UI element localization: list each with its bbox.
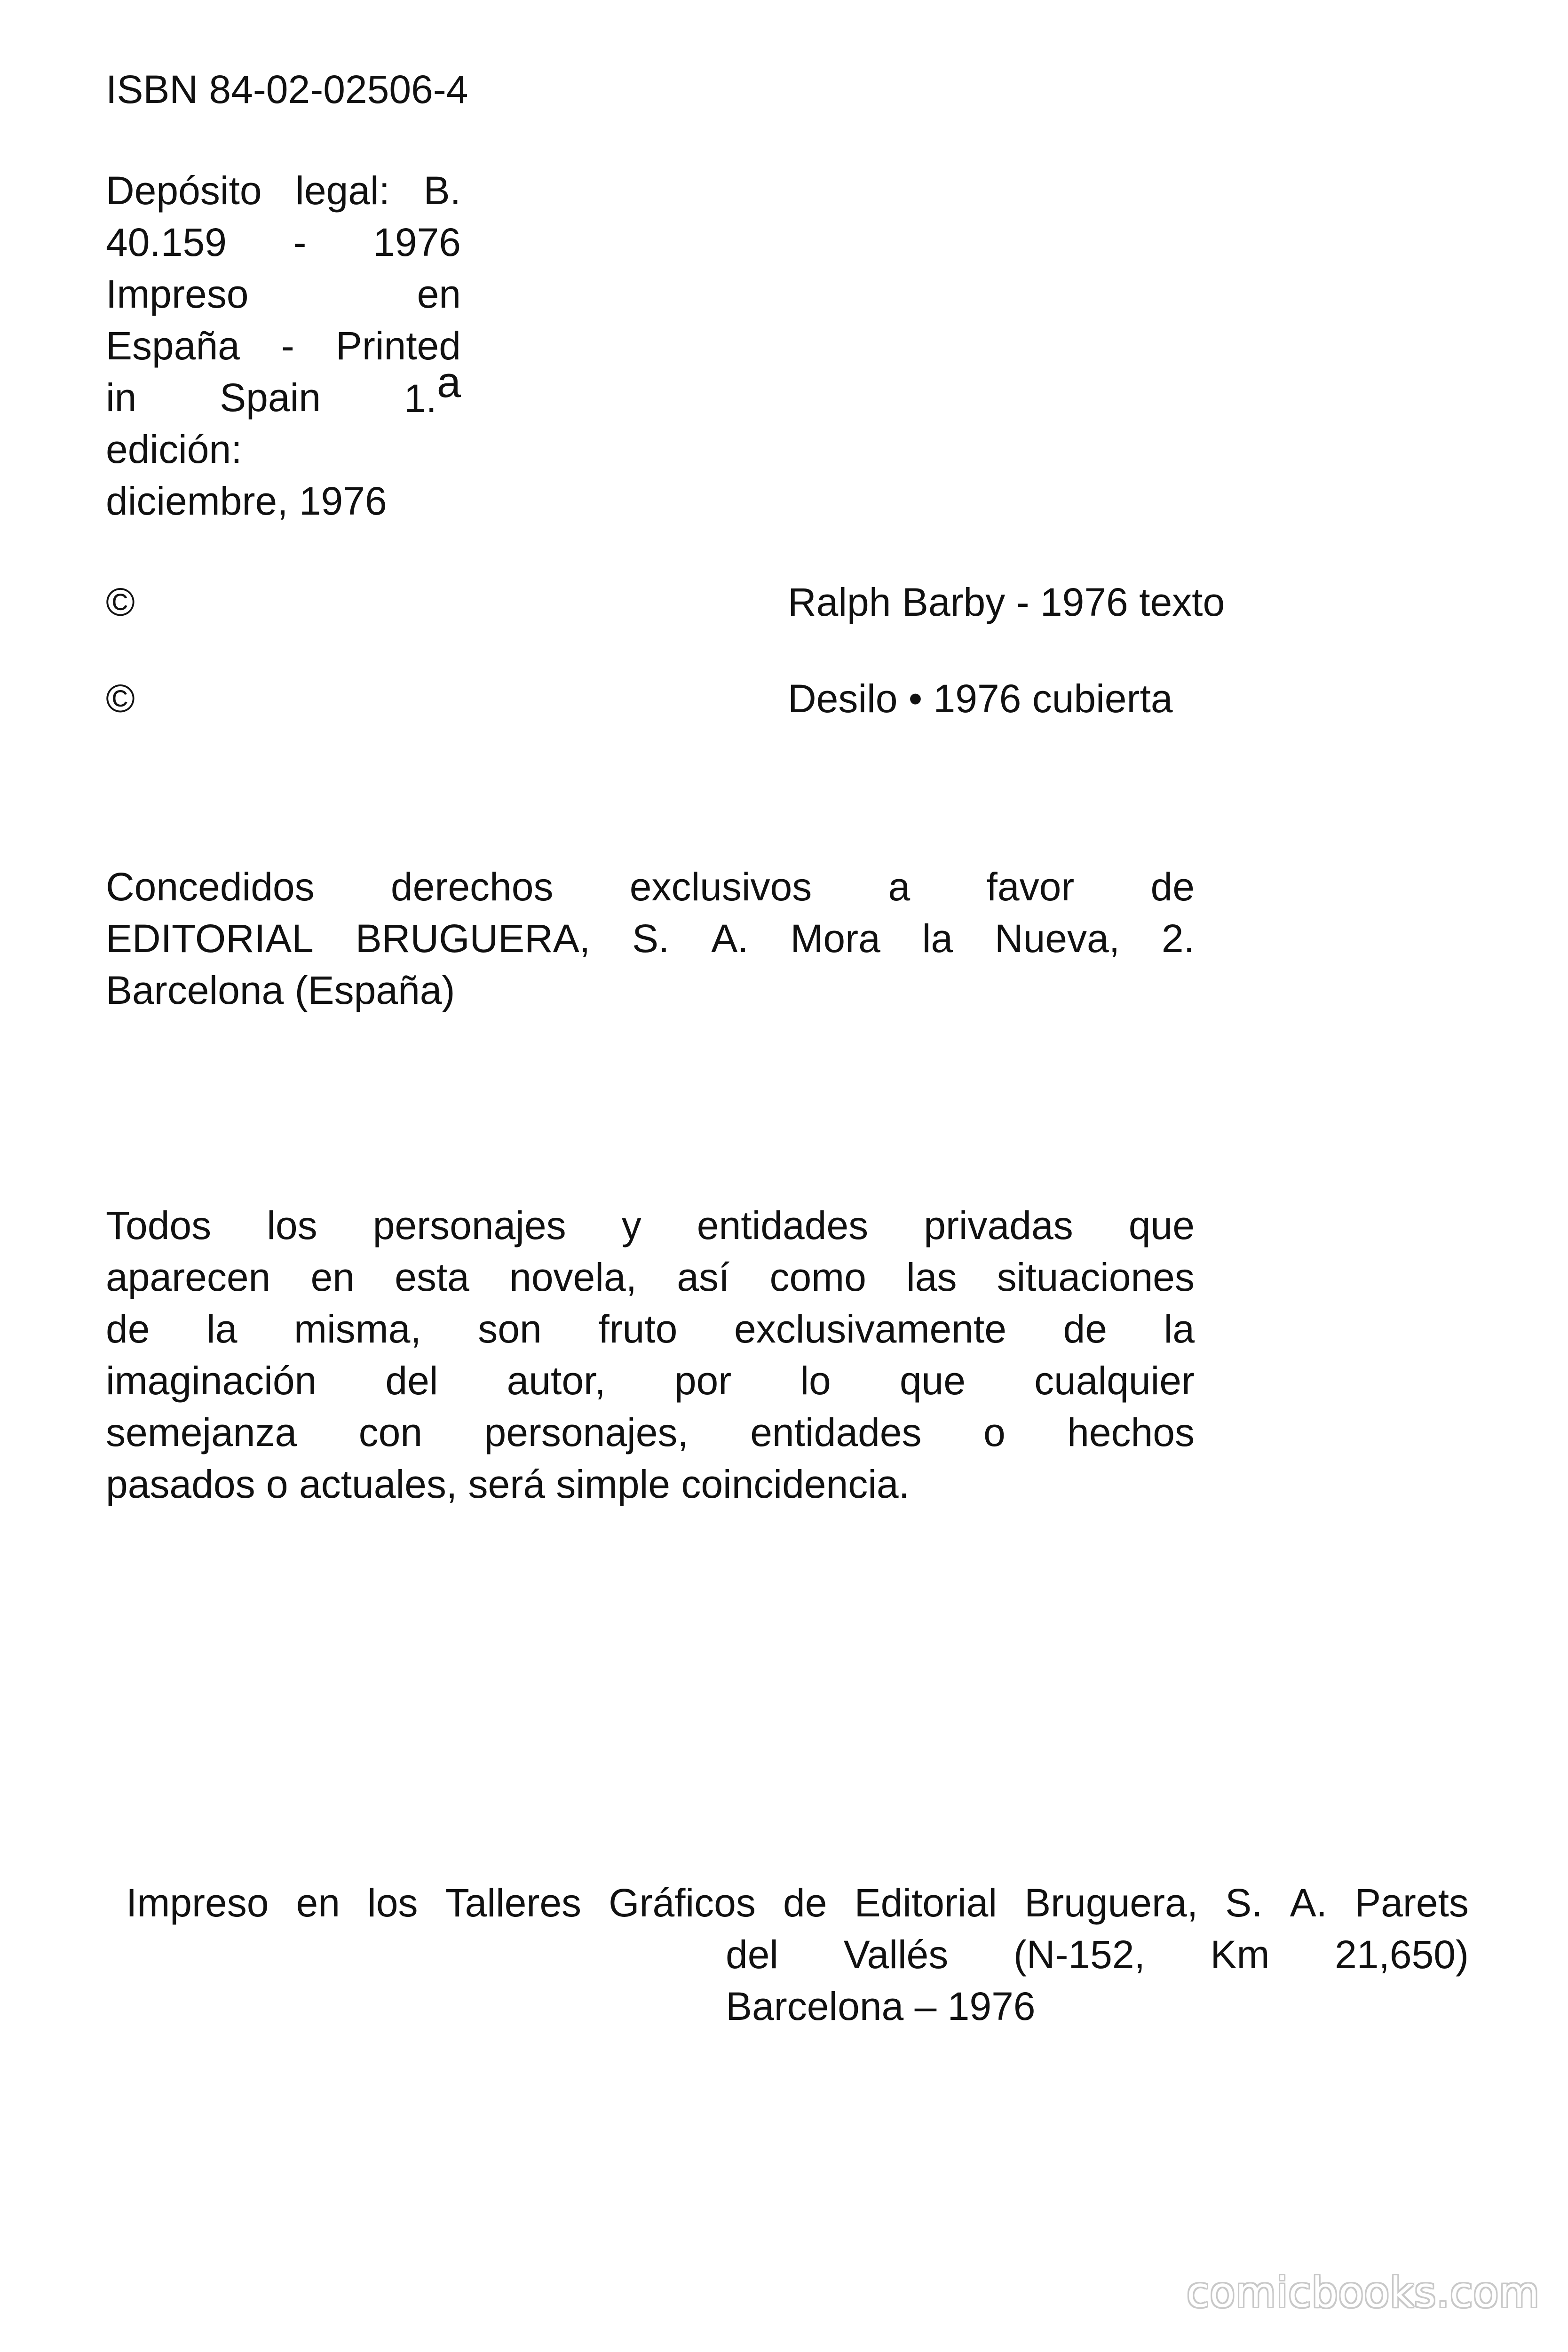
word: en bbox=[417, 272, 461, 316]
copyright-line-text bbox=[106, 576, 1329, 628]
word: legal: bbox=[295, 168, 390, 213]
disclaimer-line bbox=[106, 1355, 1195, 1406]
ordinal-superscript: a bbox=[436, 358, 461, 406]
word: Impreso bbox=[126, 1881, 269, 1925]
word: los bbox=[267, 1203, 317, 1248]
word: exclusivos bbox=[629, 865, 812, 909]
printer-line bbox=[126, 1877, 1469, 1929]
copyright-symbol: © bbox=[106, 580, 135, 624]
word: Mora bbox=[790, 916, 880, 961]
word: Spain bbox=[220, 375, 321, 420]
word: A. bbox=[1290, 1881, 1328, 1925]
word: 21,650) bbox=[1335, 1932, 1469, 1977]
word: de bbox=[106, 1307, 150, 1351]
word: Parets bbox=[1354, 1881, 1469, 1925]
word: Bruguera, bbox=[1024, 1881, 1198, 1925]
word: Talleres bbox=[445, 1881, 582, 1925]
word: autor, bbox=[507, 1359, 606, 1403]
word: son bbox=[478, 1307, 542, 1351]
word: Depósito bbox=[106, 168, 262, 213]
copyright-symbol: © bbox=[106, 676, 135, 721]
word: España bbox=[106, 324, 240, 368]
rights-paragraph bbox=[106, 861, 1195, 1016]
word: - bbox=[293, 220, 307, 264]
word: a bbox=[888, 865, 911, 909]
word: imaginación bbox=[106, 1359, 317, 1403]
word: los bbox=[367, 1881, 418, 1925]
word: situaciones bbox=[997, 1255, 1195, 1299]
word: A. bbox=[711, 916, 749, 961]
word: diciembre, 1976 bbox=[106, 479, 387, 523]
word: - bbox=[281, 324, 294, 368]
word: la bbox=[206, 1307, 238, 1351]
word: aparecen bbox=[106, 1255, 271, 1299]
printer-colophon bbox=[126, 1877, 1469, 2032]
legal-line bbox=[106, 423, 461, 475]
disclaimer-line bbox=[106, 1251, 1195, 1303]
legal-line bbox=[106, 358, 461, 423]
word: privadas bbox=[924, 1203, 1073, 1248]
word: Barcelona – 1976 bbox=[726, 1984, 1036, 2028]
fiction-disclaimer bbox=[106, 1200, 1195, 1510]
legal-line bbox=[106, 320, 461, 372]
word: novela, bbox=[509, 1255, 637, 1299]
disclaimer-line bbox=[106, 1406, 1195, 1458]
word: en bbox=[296, 1881, 340, 1925]
word: o bbox=[983, 1410, 1006, 1454]
legal-deposit-block bbox=[106, 165, 461, 527]
disclaimer-line bbox=[106, 1200, 1195, 1251]
word: (N-152, bbox=[1013, 1932, 1145, 1977]
copyright-holder: Ralph Barby - 1976 texto bbox=[788, 580, 1225, 624]
word: exclusivamente bbox=[734, 1307, 1006, 1351]
word: esta bbox=[395, 1255, 469, 1299]
word: derechos bbox=[390, 865, 554, 909]
legal-line bbox=[106, 165, 461, 216]
word: entidades bbox=[750, 1410, 922, 1454]
word: 1. bbox=[404, 376, 437, 421]
word: edición: bbox=[106, 427, 242, 471]
word: Nueva, bbox=[994, 916, 1120, 961]
word: Editorial bbox=[854, 1881, 998, 1925]
word: así bbox=[677, 1255, 730, 1299]
legal-line bbox=[106, 268, 461, 320]
word: y bbox=[621, 1203, 641, 1248]
word: Impreso bbox=[106, 272, 249, 316]
word: S. bbox=[1225, 1881, 1263, 1925]
word: personajes, bbox=[484, 1410, 689, 1454]
word: 1976 bbox=[373, 220, 461, 264]
edition-number bbox=[404, 358, 461, 423]
word: S. bbox=[632, 916, 670, 961]
site-watermark: comicbooks.com bbox=[1186, 2268, 1540, 2317]
isbn-line: ISBN 84-02-02506-4 bbox=[106, 67, 468, 111]
word: Concedidos bbox=[106, 865, 315, 909]
word: Gráficos bbox=[609, 1881, 756, 1925]
word: B. bbox=[423, 168, 461, 213]
word: EDITORIAL bbox=[106, 916, 314, 961]
word: la bbox=[1164, 1307, 1195, 1351]
word: Printed bbox=[335, 324, 461, 368]
word: BRUGUERA, bbox=[355, 916, 591, 961]
printer-line bbox=[726, 1980, 1469, 2032]
rights-line bbox=[106, 964, 1195, 1016]
word: por bbox=[674, 1359, 732, 1403]
rights-line bbox=[106, 913, 1195, 964]
word: in bbox=[106, 375, 137, 420]
legal-line bbox=[106, 216, 461, 268]
rights-line bbox=[106, 861, 1195, 913]
word: entidades bbox=[697, 1203, 869, 1248]
word: pasados o actuales, será simple coincidencia. bbox=[106, 1462, 910, 1506]
printer-line bbox=[726, 1929, 1469, 1980]
legal-line bbox=[106, 475, 461, 527]
copyright-line-cover bbox=[106, 673, 1329, 724]
word: Vallés bbox=[843, 1932, 949, 1977]
word: con bbox=[358, 1410, 423, 1454]
word: de bbox=[783, 1881, 827, 1925]
copyright-holder: Desilo • 1976 cubierta bbox=[788, 676, 1173, 721]
disclaimer-line bbox=[106, 1303, 1195, 1355]
word: del bbox=[726, 1932, 779, 1977]
word: misma, bbox=[294, 1307, 421, 1351]
word: las bbox=[906, 1255, 957, 1299]
word: de bbox=[1063, 1307, 1107, 1351]
word: en bbox=[310, 1255, 355, 1299]
word: lo bbox=[800, 1359, 831, 1403]
word: que bbox=[899, 1359, 966, 1403]
word: favor bbox=[986, 865, 1075, 909]
word: 40.159 bbox=[106, 220, 227, 264]
word: cualquier bbox=[1034, 1359, 1195, 1403]
word: 2. bbox=[1161, 916, 1195, 961]
disclaimer-line bbox=[106, 1458, 1195, 1510]
word: fruto bbox=[598, 1307, 678, 1351]
word: Barcelona (España) bbox=[106, 968, 455, 1012]
word: la bbox=[922, 916, 953, 961]
word: de bbox=[1150, 865, 1195, 909]
word: Km bbox=[1210, 1932, 1270, 1977]
word: del bbox=[385, 1359, 438, 1403]
word: personajes bbox=[372, 1203, 566, 1248]
word: Todos bbox=[106, 1203, 212, 1248]
word: semejanza bbox=[106, 1410, 297, 1454]
word: que bbox=[1128, 1203, 1195, 1248]
word: como bbox=[769, 1255, 866, 1299]
word: hechos bbox=[1067, 1410, 1195, 1454]
